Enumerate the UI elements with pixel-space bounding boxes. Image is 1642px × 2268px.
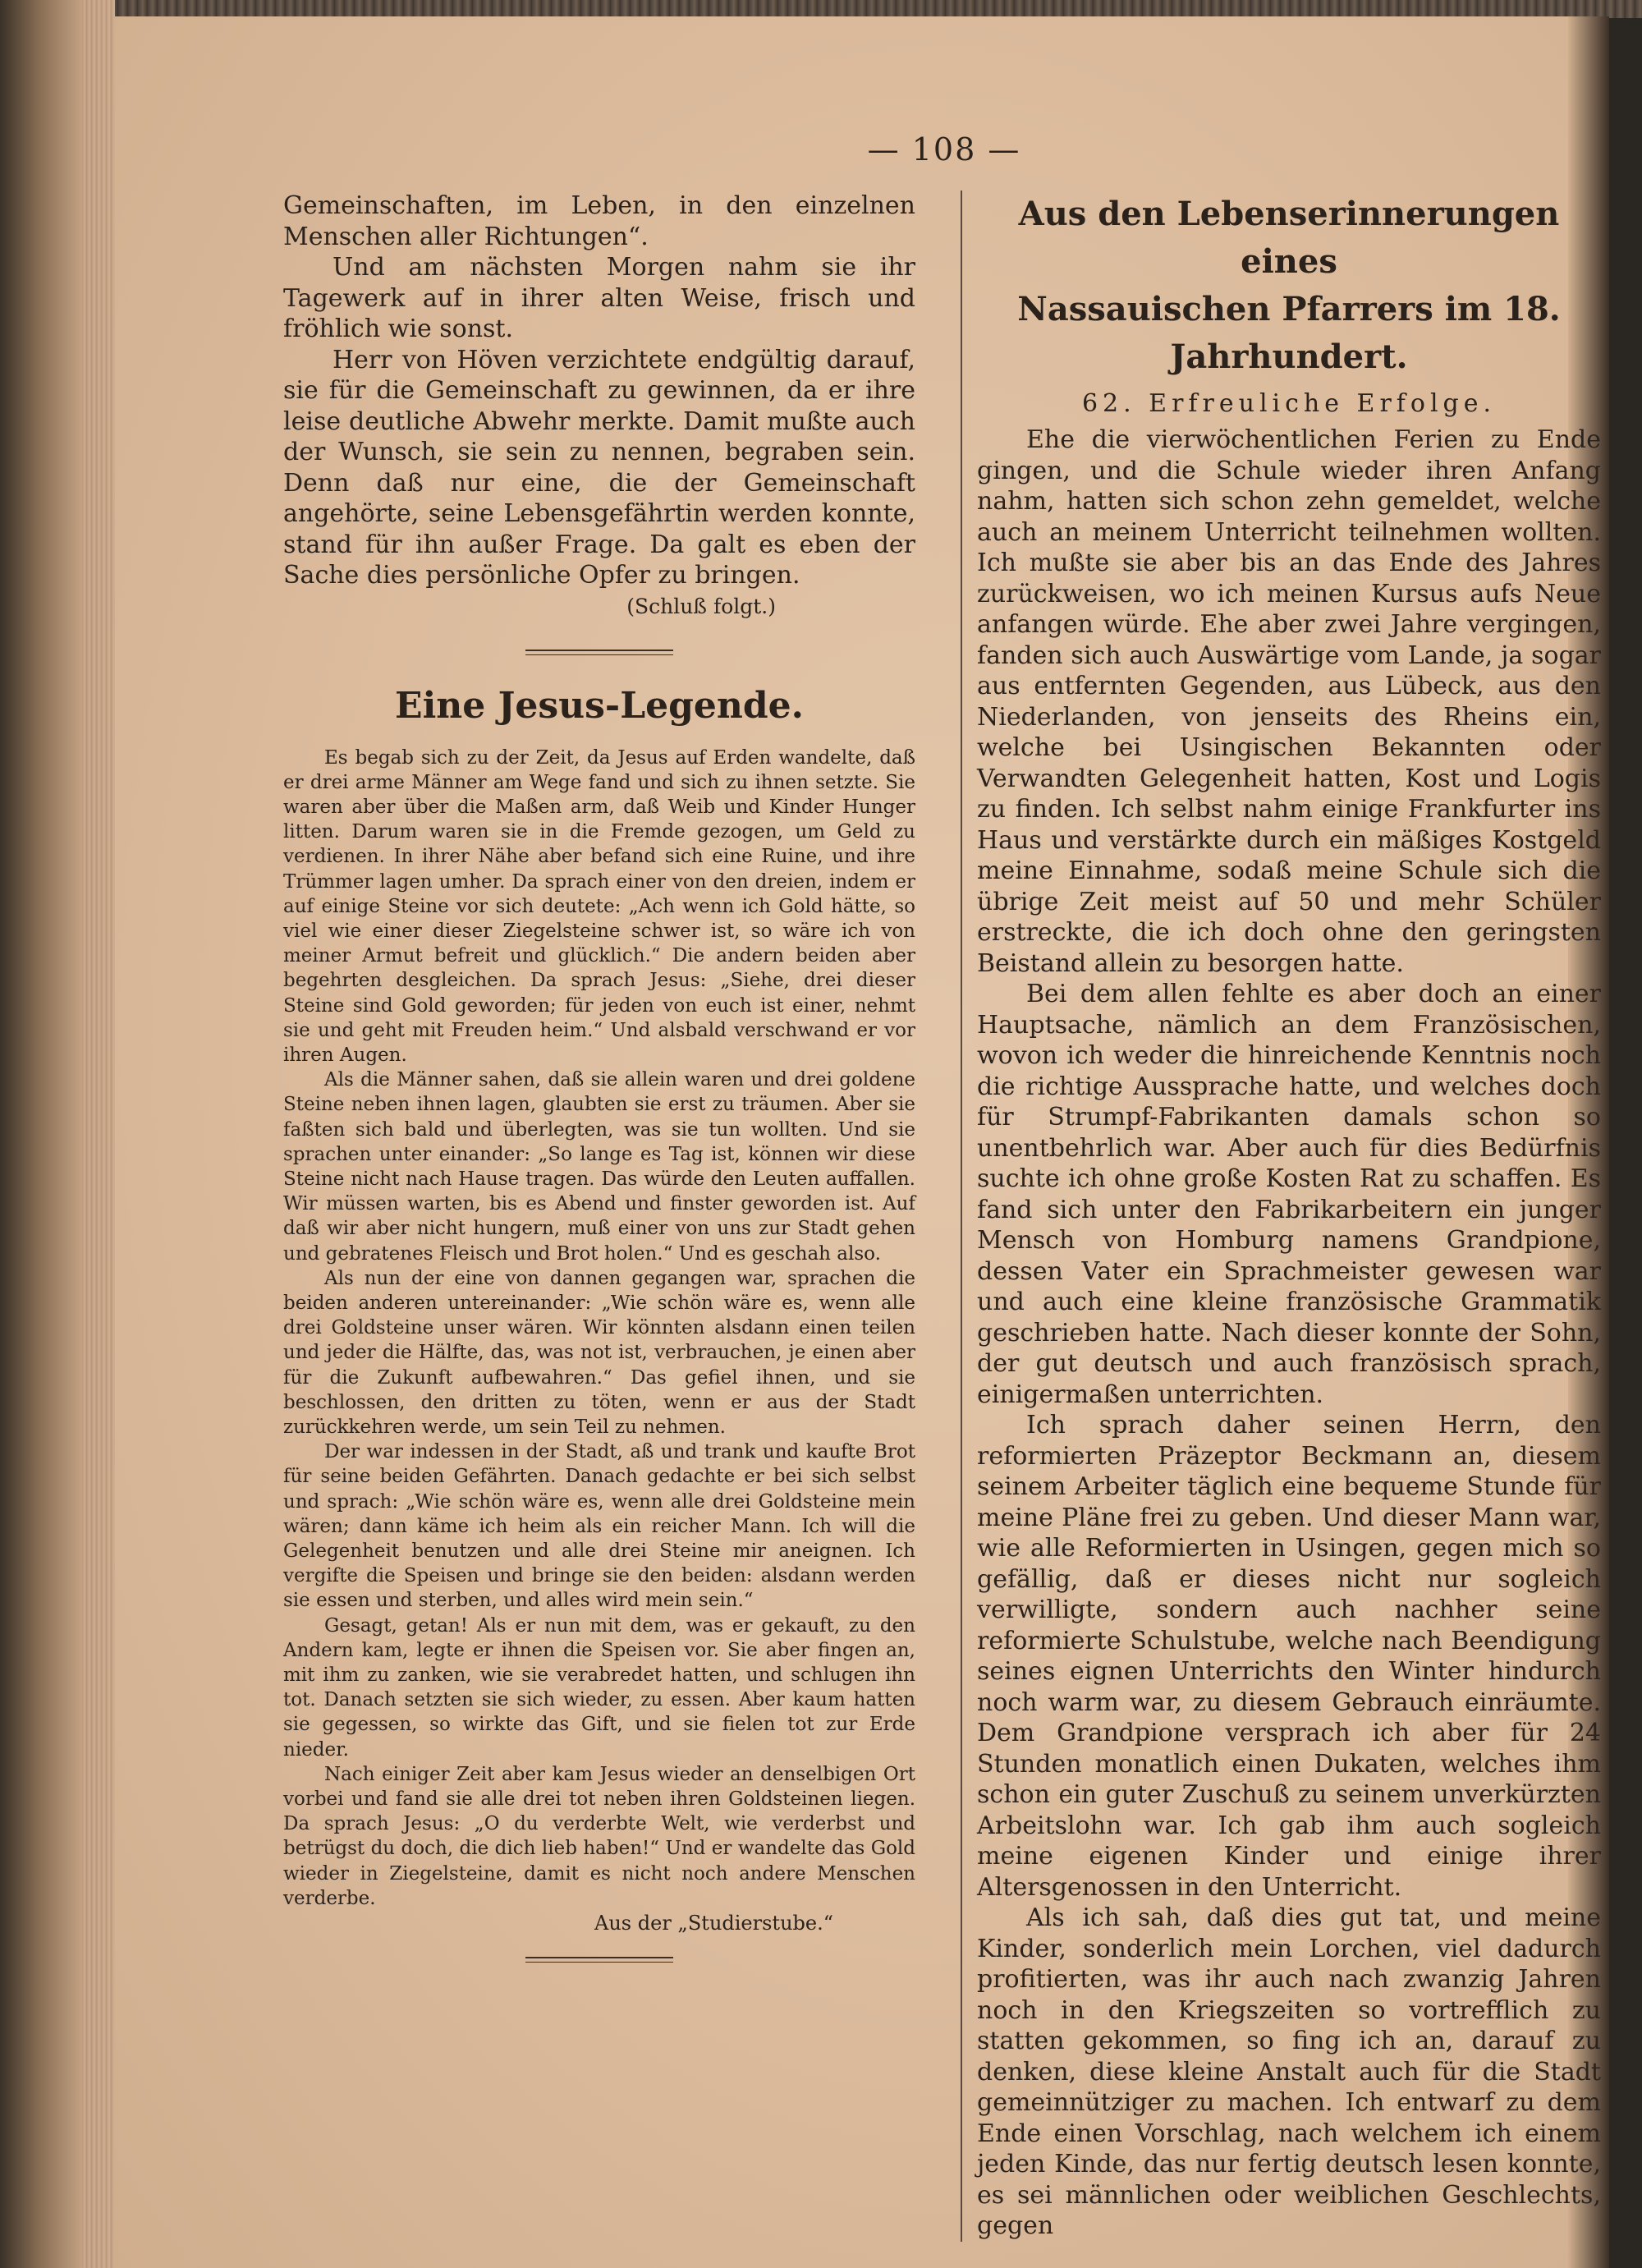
left-column [283, 191, 915, 1992]
page-stack-edge [82, 0, 115, 2268]
story-paragraph: Gemeinschaften, im Leben, in den einzelnen Menschen aller Richtungen“. [283, 191, 915, 251]
book-top-edge [0, 0, 1642, 18]
story-ending [283, 191, 915, 591]
memoir-title-line-2: Nassauischen Pfarrers im 18. Jahrhundert. [1017, 290, 1561, 376]
memoir-paragraph: Ehe die vierwöchentlichen Ferien zu Ende gingen, und die Schule wieder ihren Anfang nahm, hatten sich schon zehn gemeldet, welche auch an meinem Unterricht teilnehmen wollten. Ich mußte sie aber bis an das Ende des Jahres zurückweisen, wo ich meinen Kursus aufs Neue anfangen würde. Ehe aber zwei Jahre vergingen, fanden sich auch Auswärtige vom Lande, ja sogar aus entfernten Gegenden, aus Lübeck, aus den Niederlanden, von jenseits des Rheins ein, welche bei Usingischen Bekannten oder Verwandten Gelegenheit hatten, Kost und Logis zu finden. Ich selbst nahm einige Frankfurter ins Haus und verstärkte durch ein mäßiges Kostgeld meine Einnahme, sodaß meine Schule sich die übrige Zeit meist auf 50 und mehr Schüler erstreckte, die ich doch ohne den geringsten Beistand allein zu besorgen hatte. [977, 425, 1601, 978]
legend-paragraph: Der war indessen in der Stadt, aß und trank und kaufte Brot für seine beiden Gefährten. Danach gedachte er bei sich selbst und sprach: „Wie schön wäre es, wenn alle drei Goldsteine mein wären; dann käme ich heim als ein reicher Mann. Ich will die Gelegenheit benutzen und alle drei Steine mir aneignen. Ich vergifte die Speisen und bringe sie den beiden: alsdann werden sie essen und sterben, und alles wird mein sein.“ [283, 1441, 915, 1612]
memoir-text [977, 425, 1601, 2242]
legend-paragraph: Als die Männer sahen, daß sie allein waren und drei goldene Steine neben ihnen lagen, glaubten sie erst zu träumen. Aber sie faßten sich bald und überlegten, was sie tun wollten. Und sie sprachen unter einander: „So lange es Tag ist, können wir diese Steine nicht nach Hause tragen. Das würde den Leuten auffallen. Wir müssen warten, bis es Abend und finster geworden ist. Auf daß wir aber nicht hungern, muß einer von uns zur Stadt gehen und gebratenes Fleisch und Brot holen.“ Und es geschah also. [283, 1069, 915, 1265]
story-paragraph: Herr von Höven verzichtete endgültig darauf, sie für die Gemeinschaft zu gewinnen, da er ihre leise deutliche Abwehr merkte. Damit mußte auch der Wunsch, sie sein zu nennen, begraben sein. Denn daß nur eine, die der Gemeinschaft angehörte, seine Lebensgefährtin werden konnte, stand für ihn außer Frage. Da galt es eben der Sache dies persönliche Opfer zu bringen. [283, 345, 915, 590]
memoir-paragraph: Als ich sah, daß dies gut tat, und meine Kinder, sonderlich mein Lorchen, viel dadurch profitierten, was ihr auch nach zwanzig Jahren noch in den Kriegszeiten so vortrefflich zu statten gekommen, so fing ich an, darauf zu denken, diese kleine Anstalt auch für die Stadt gemeinnütziger zu machen. Ich entwarf zu dem Ende einen Vorschlag, nach welchem ich einem jeden Kinde, das nur fertig deutsch lesen konnte, es sei männlichen oder weiblichen Geschlechts, gegen [977, 1903, 1601, 2240]
story-paragraph: Und am nächsten Morgen nahm sie ihr Tagewerk auf in ihrer alten Weise, frisch und fröhlich wie sonst. [283, 253, 915, 343]
legend-paragraph: Als nun der eine von dannen gegangen war, sprachen die beiden anderen untereinander: „Wie schön wäre es, wenn alle drei Goldsteine unser wären. Wir könnten alsdann einen teilen und jeder die Hälfte, das, was not ist, verbrauchen, je einen aber für die Zukunft aufbewahren.“ Das gefiel ihnen, und sie beschlossen, den dritten zu töten, wenn er aus der Stadt zurückkehren werde, um sein Teil zu nehmen. [283, 1267, 915, 1438]
chapter-heading: 62. Erfreuliche Erfolge. [1081, 389, 1497, 418]
end-divider [525, 1957, 673, 1963]
memoir-paragraph: Bei dem allen fehlte es aber doch an einer Hauptsache, nämlich an dem Französischen, wovon ich weder die hinreichende Kenntnis noch die richtige Aussprache hatte, und welches doch für Strumpf-Fabrikanten damals schon so unentbehrlich war. Aber auch für dies Bedürfnis suchte ich ohne große Kosten Rat zu schaffen. Es fand sich unter den Fabrikarbeitern ein junger Mensch von Homburg namens Grandpione, dessen Vater ein Sprachmeister gewesen war und auch eine kleine französische Grammatik geschrieben hatte. Nach dieser konnte der Sohn, der gut deutsch und auch französisch sprach, einigermaßen unterrichten. [977, 980, 1601, 1409]
legend-text [283, 746, 915, 1936]
legend-paragraph: Gesagt, getan! Als er nun mit dem, was er gekauft, zu den Andern kam, legte er ihnen die Speisen vor. Sie aber fingen an, mit ihm zu zanken, wie sie verabredet hatten, und schlugen ihn tot. Danach setzten sie sich wieder, zu essen. Aber kaum hatten sie gegessen, so wirkte das Gift, und sie fielen tot zur Erde nieder. [283, 1614, 915, 1761]
continued-note: (Schluß folgt.) [626, 594, 776, 618]
memoir-paragraph: Ich sprach daher seinen Herrn, den reformierten Präzeptor Beckmann an, diesem seinem Arbeiter täglich eine bequeme Stunde für meine Pläne frei zu geben. Und dieser Mann war, wie alle Reformierten in Usingen, gegen mich so gefällig, daß er dieses nicht nur sogleich verwilligte, sondern auch nachher seine reformierte Schulstube, welche nach Beendigung seines eignen Unterrichts den Winter hindurch noch warm war, zu diesem Gebrauch einräumte. Dem Grandpione versprach ich aber für 24 Stunden monatlich einen Dukaten, welches ihm schon ein guter Zuschuß zu seinem unverkürzten Arbeitslohn war. Ich gab ihm auch sogleich meine eigenen Kinder und einige ihrer Altersgenossen in den Unterricht. [977, 1411, 1601, 1902]
right-column [961, 191, 1601, 2242]
section-divider [525, 650, 673, 655]
legend-paragraph: Es begab sich zu der Zeit, da Jesus auf Erden wandelte, daß er drei arme Männer am Wege fand und sich zu ihnen setzte. Sie waren aber über die Maßen arm, daß Weib und Kinder Hunger litten. Darum waren sie in die Fremde gezogen, um Geld zu verdienen. In ihrer Nähe aber befand sich eine Ruine, und ihre Trümmer lagen umher. Da sprach einer von den dreien, indem er auf einige Steine vor sich deutete: „Ach wenn ich Gold hätte, so viel wie einer dieser Ziegelsteine schwer ist, so wäre ich von meiner Armut befreit und glücklich.“ Die andern beiden aber begehrten desgleichen. Da sprach Jesus: „Siehe, drei dieser Steine sind Gold geworden; für jeden von euch ist einer, nehmt sie und geht mit Freuden heim.“ Und alsbald verschwand er vor ihren Augen. [283, 746, 915, 1066]
page-number: — 108 — [867, 131, 1021, 168]
memoir-title-line-1: Aus den Lebenserinnerungen eines [1018, 195, 1560, 281]
legend-source: Aus der „Studierstube.“ [594, 1912, 833, 1935]
legend-title: Eine Jesus-Legende. [395, 684, 804, 727]
legend-paragraph: Nach einiger Zeit aber kam Jesus wieder an denselbigen Ort vorbei und fand sie alle drei tot neben ihren Goldsteinen liegen. Da sprach Jesus: „O du verderbte Welt, wie verderbst und betrügst du doch, die dich lieb haben!“ Und er wandelte das Gold wieder in Ziegelsteine, damit es nicht noch andere Menschen verderbe. [283, 1763, 915, 1909]
